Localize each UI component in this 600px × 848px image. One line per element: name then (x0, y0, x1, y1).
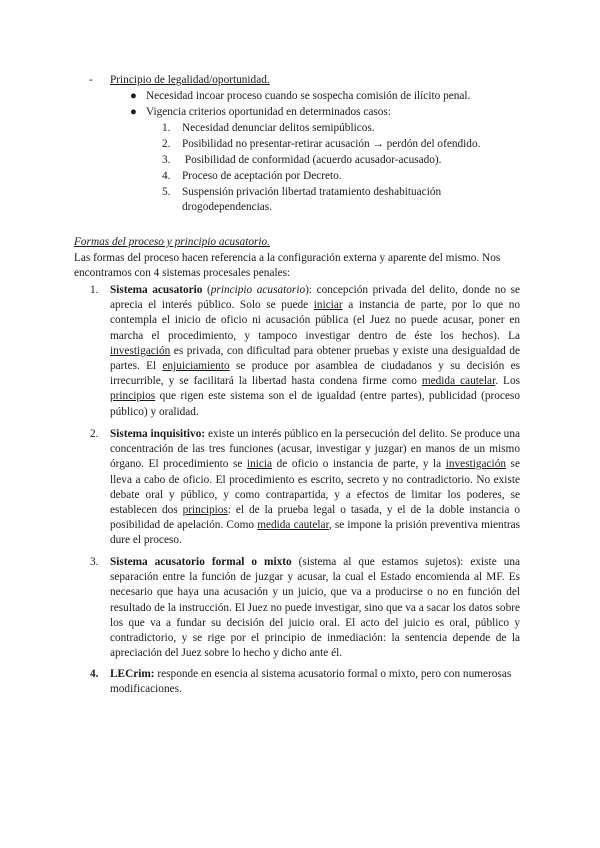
sub-item-num-5: 5. (162, 186, 171, 198)
sub-item-text-4: Proceso de aceptación por Decreto. (182, 170, 342, 182)
sub-item-num-2: 2. (162, 138, 171, 150)
section-heading-principio (110, 73, 270, 88)
sub-item-text-2: Posibilidad no presentar-retirar acusación → perdón del ofendido. (182, 138, 481, 150)
formas-title: Formas del proceso y principio acusatorio. (74, 236, 271, 248)
sistema-num-1: 1. (90, 284, 99, 296)
formas-intro: Las formas del proceso hacen referencia a la configuración externa y aparente del mismo. Nos encontramos con 4 sistemas procesales penales: (74, 252, 501, 280)
sub-item-text-1: Necesidad denunciar delitos semipúblicos. (182, 122, 375, 134)
sub-item-text-5: Suspensión privación libertad tratamiento deshabituación drogodependencias. (182, 186, 442, 214)
bullet-item-1: Necesidad incoar proceso cuando se sospecha comisión de ilícito penal. (146, 90, 471, 102)
sistema-item-4: LECrim: responde en esencia al sistema acusatorio formal o mixto, pero con numerosas modificaciones. (110, 668, 512, 696)
sub-item-num-4: 4. (162, 170, 171, 182)
sistema-item-1: Sistema acusatorio (principio acusatorio): concepción privada del delito, donde no se aprecia el interés público. Solo se puede iniciar a instancia de parte, por lo que no contempla el inicio de oficio ni acusación pública (el Juez no puede acusar, poner en marcha el procedimiento, y tampoco investigar dentro de éste los hechos). La investigación es privada, con dificultad para obtener pruebas y existe una desigualdad de partes. El enjuiciamiento se produce por asamblea de ciudadanos y su decisión es irrecurrible, y se facilitará la libertad hasta condena firme como medida cautelar. Los principios que rigen este sistema son el de igualdad (entre partes), publicidad (proceso público) y oralidad. (110, 284, 521, 418)
dash-bullet: - (89, 74, 93, 86)
bullet-dot-2: ● (130, 106, 137, 118)
sub-item-num-3: 3. (162, 154, 171, 166)
sistema-3-title: Sistema acusatorio formal o mixto (110, 556, 292, 568)
sistema-item-3: Sistema acusatorio formal o mixto (sistema al que estamos sujetos): existe una separación entre la función de juzgar y acusar, la cual el Estado encomienda al MF. Es necesario que haya una acusación y un juicio, que va a producirse o no en función del resultado de la instrucción. El Juez no puede investigar, sino que va a sacar los datos sobre los que va a fundar su decisión del juicio oral. El acto del juicio es oral, público y contradictorio, y se rige por el principio de inmediación: la sentencia depende de la apreciación del Juez sobre lo hecho y dicho ante él. (110, 556, 521, 660)
sub-item-text-3: Posibilidad de conformidad (acuerdo acusador-acusado). (182, 154, 442, 166)
sistema-num-3: 3. (90, 556, 99, 568)
sistema-1-title: Sistema acusatorio (110, 284, 203, 296)
sistema-item-2: Sistema inquisitivo: existe un interés público en la persecución del delito. Se produce una concentración de las tres funciones (acusar, investigar y juzgar) en manos de un mismo órgano. El procedimiento se inicia de oficio o instancia de parte, y la investigación se lleva a cabo de oficio. El procedimiento es escrito, secreto y no contradictorio. No existe debate oral y público, y como contrapartida, y a efectos de limitar los poderes, se establecen dos principios: el de la prueba legal o tasada, y el de la doble instancia o posibilidad de apelación. Como medida cautelar, se impone la prisión preventiva mientras dure el proceso. (110, 428, 520, 547)
section-heading-formas (74, 235, 270, 250)
sub-item-num-1: 1. (162, 122, 171, 134)
sistema-2-title: Sistema inquisitivo: (110, 428, 206, 440)
sistema-4-title: LECrim: (110, 668, 155, 680)
bullet-dot-1: ● (130, 90, 137, 102)
bullet-item-2: Vigencia criterios oportunidad en determinados casos: (146, 106, 391, 118)
sistema-num-4: 4. (90, 668, 99, 680)
sistema-num-2: 2. (90, 428, 99, 440)
heading-text: Principio de legalidad/oportunidad. (110, 74, 270, 86)
